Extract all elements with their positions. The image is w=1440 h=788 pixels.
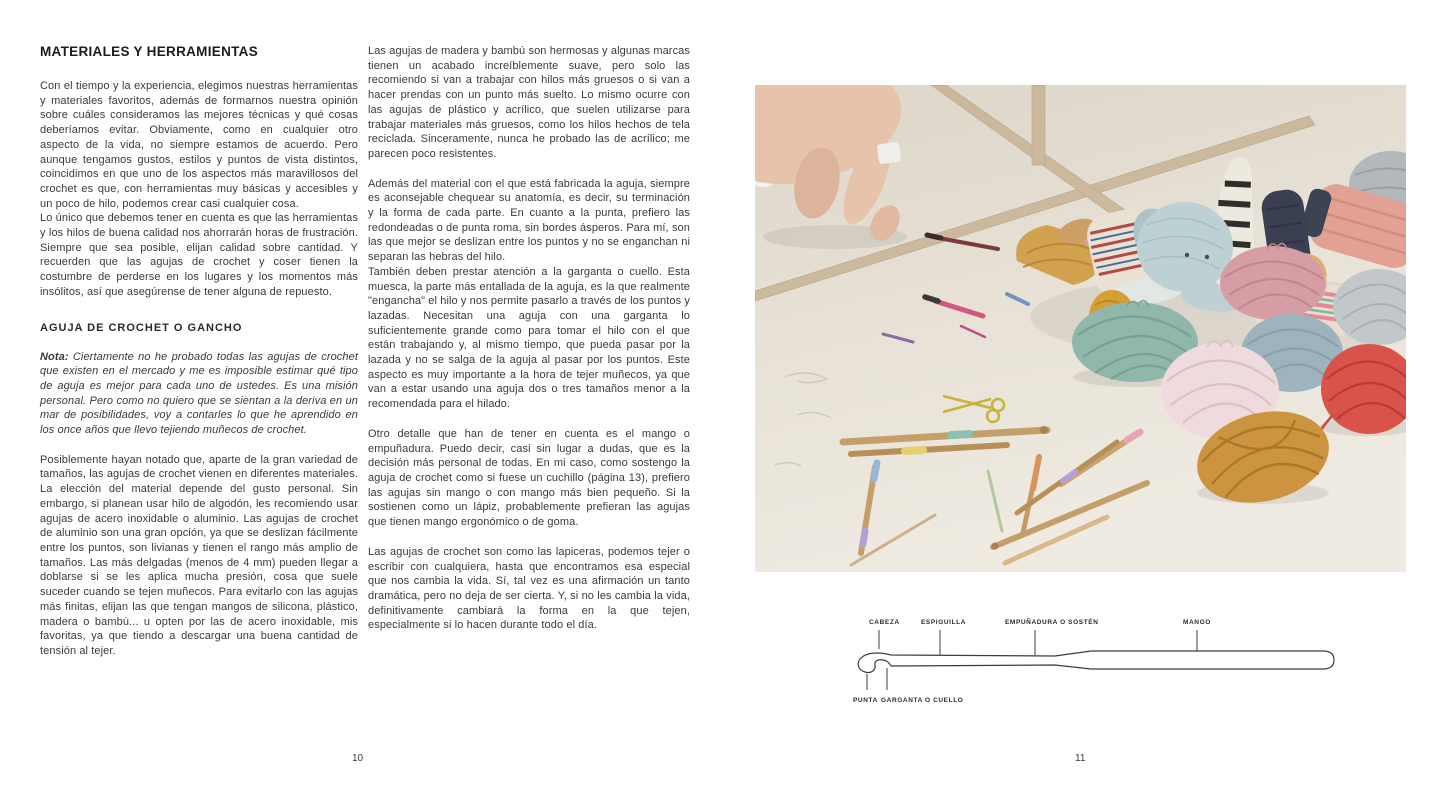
label-empunadura: EMPUÑADURA O SOSTÉN <box>1005 619 1099 626</box>
left-column <box>40 44 358 659</box>
paragraph: Las agujas de crochet son como las lapiceras, podemos tejer o escribir con cualquiera, hasta que encontramos esa especial que nos cambia la vida. Sí, tal vez es una afirmación un tanto dramática, pero no deja de ser cierta. Y, si no les cambia la vida, definitivamente cambiará la forma en la que tejen, especialmente si lo hacen durante todo el día. <box>368 545 690 632</box>
hook-outline <box>858 651 1334 673</box>
label-garganta: GARGANTA O CUELLO <box>881 697 964 704</box>
note-text: Ciertamente no he probado todas las agujas de crochet que existen en el mercado y me es imposible estimar qué tipo de aguja es mejor para cada uno de ustedes. Es una misión personal. Pero como no quiero que se sientan a la deriva en un mar de posibilidades, voy a contarles lo que he aprendido en los once años que llevo tejiendo muñecos de crochet. <box>40 350 358 437</box>
note-label: Nota: <box>40 350 69 363</box>
label-punta: PUNTA <box>853 697 878 704</box>
subsection-title: AGUJA DE CROCHET O GANCHO <box>40 321 243 334</box>
photo-crochet-materials <box>755 85 1406 572</box>
right-column <box>368 44 690 633</box>
hook-band-teal <box>951 434 969 435</box>
paragraph: Lo único que debemos tener en cuenta es que las herramientas y los hilos de buena calidad nos ahorrarán horas de frustración. Siempre que sea posible, elijan calidad sobre cantidad. Y recuerden que las agujas de crochet y coser tienen la costumbre de perderse en los lugares y los momentos más insólitos, así que asegúrense de tener alguna de repuesto. <box>40 212 358 298</box>
label-cabeza: CABEZA <box>869 619 900 626</box>
white-block <box>877 142 902 165</box>
paragraph: Otro detalle que han de tener en cuenta es el mango o empuñadura. Puedo decir, casi sin lugar a dudas, que es la decisión más personal de todas. En mi caso, como sostengo la aguja de crochet como si fuese un cuchillo (página 13), prefiero las agujas sin mango o con mango más bien pequeño. Si la sostienen como un lápiz, probablemente prefieran las agujas que tienen mango ergonómico o de goma. <box>368 427 690 529</box>
paragraph: También deben prestar atención a la garganta o cuello. Esta muesca, la parte más entallada de la aguja, es la que realmente "engancha" el hilo y nos permite pasarlo a través de los puntos y lazadas. Necesitan una aguja con una garganta lo suficientemente grande como para tomar el hilo con el que están trabajando y, al mismo tiempo, que pueda pasar por la lazada y no se salga de la aguja al pasar por los puntos. Este aspecto es muy importante a la hora de tejer muñecos, ya que van a estar usando una aguja dos o tres tamaños menor a la recomendada para el hilado. <box>368 265 690 411</box>
paragraph: Con el tiempo y la experiencia, elegimos nuestras herramientas y materiales favoritos, además de formarnos nuestra opinión sobre cuáles consideramos las mejores técnicas y qué cosas deberíamos evitar. Obviamente, como en cualquier otro aspecto de la vida, no siempre estamos de acuerdo. Pero aunque tengamos gustos, estilos y puntos de vista distintos, coincidimos en que uno de los aspectos más maravillosos del crochet es que, con herramientas muy básicas y accesibles y un poco de hilo, podemos crear casi cualquier cosa. <box>40 80 358 210</box>
page-number-left: 10 <box>352 753 364 764</box>
page-number-right: 11 <box>1075 753 1086 764</box>
hook-anatomy-diagram <box>845 610 1345 710</box>
paragraph: Además del material con el que está fabricada la aguja, siempre es aconsejable chequear su anatomía, es decir, su terminación y la forma de cada parte. En cuanto a la punta, prefiero las redondeadas o de punta roma, sin bordes ásperos. Para mí, son las que mejor se deslizan entre los puntos y no se enganchan ni separan las hebras del hilo. <box>368 177 690 264</box>
photo-illustration <box>755 85 1406 572</box>
page-title: MATERIALES Y HERRAMIENTAS <box>40 44 259 59</box>
label-mango: MANGO <box>1183 619 1211 626</box>
paragraph: Posiblemente hayan notado que, aparte de la gran variedad de tamaños, las agujas de crochet vienen en diferentes materiales. La elección del material depende del gusto personal. Sin embargo, si planean usar hilo de algodón, les recomiendo usar agujas de acero inoxidable o aluminio. Las agujas de crochet de aluminio son una gran opción, ya que se deslizan fácilmente entre los puntos, son livianas y tienen el rango más amplio de tamaños. Las más delgadas (menos de 4 mm) pueden llegar a doblarse si se les aplica mucha presión, cosa que suele suceder cuando se tejen muñecos. Para evitarlo con las agujas más finitas, elijan las que tengan mangos de silicona, plástico, madera o bambú... u opten por las de acero inoxidable, mis favoritas, ya que tiendo a descargar una buena cantidad de tensión al tejer. <box>40 453 358 657</box>
paragraph: Las agujas de madera y bambú son hermosas y algunas marcas tienen un acabado increíblemente suave, pero solo las recomiendo si van a trabajar con hilos más gruesos o si van a hacer prendas con un punto más suelto. Lo mismo ocurre con las agujas de plástico y acrílico, que suelen utilizarse para trabajar materiales más gruesos, como los hilos hechos de tela reciclada. Sinceramente, nunca he probado las de acrílico; me parecen poco resistentes. <box>368 45 690 160</box>
label-espiguilla: ESPIGUILLA <box>921 619 967 626</box>
note-paragraph <box>40 350 358 438</box>
hook-band-yellow <box>905 450 923 451</box>
